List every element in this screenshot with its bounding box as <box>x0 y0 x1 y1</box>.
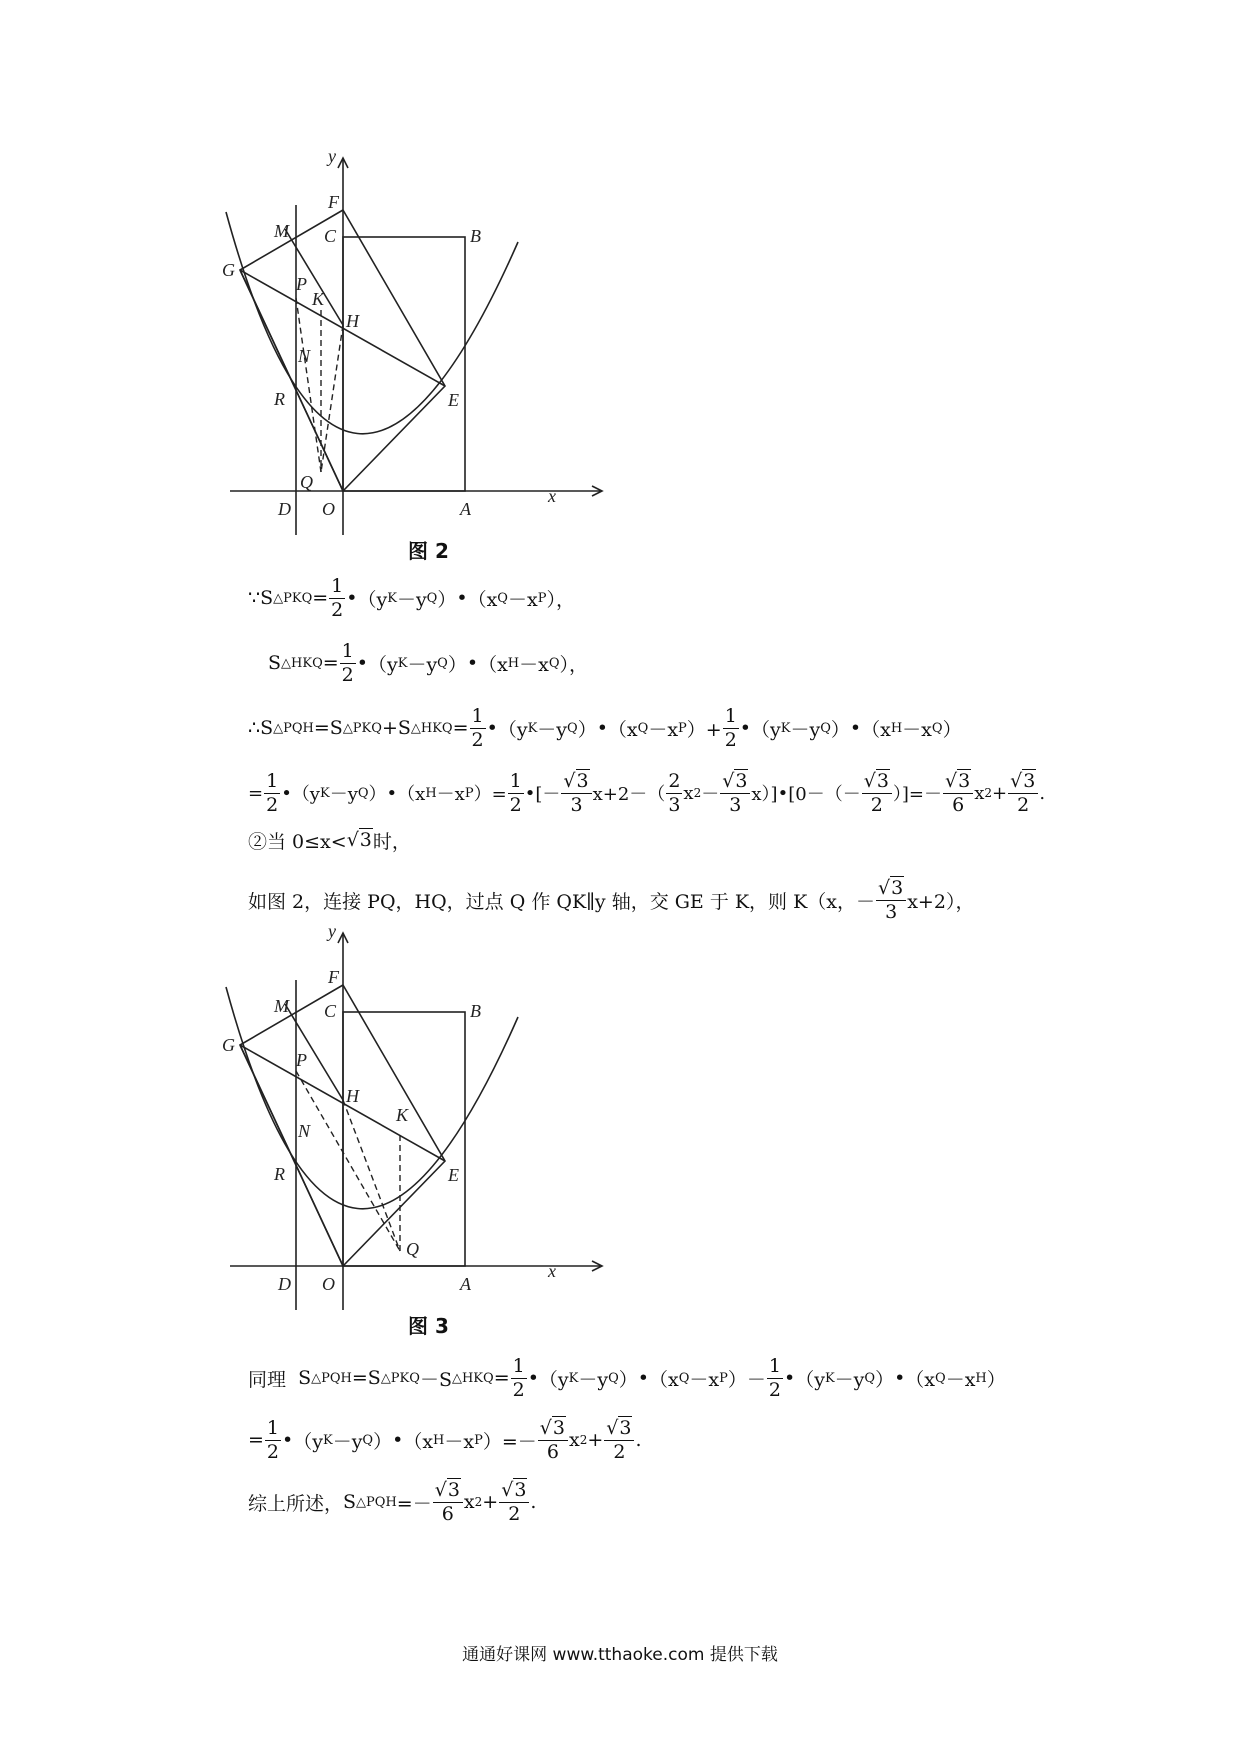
label-y: y <box>328 921 336 941</box>
rectangle-oabc <box>343 237 465 491</box>
line-go <box>240 1045 343 1266</box>
label-r: R <box>274 389 285 409</box>
label-b: B <box>470 1001 481 1021</box>
line-go <box>240 270 343 491</box>
label-d: D <box>278 499 291 519</box>
label-a: A <box>460 1274 471 1294</box>
label-n: N <box>298 1121 311 1141</box>
label-q: Q <box>300 472 313 492</box>
figure-3-caption: 图 3 <box>408 1314 449 1338</box>
rectangle-oabc <box>343 1012 465 1266</box>
label-p: P <box>296 1050 307 1070</box>
paragraph-fig2: 如图 2，连接 PQ，HQ，过点 Q 作 QK∥y 轴，交 GE 于 K，则 K（x，－ √3 3 x+2）， <box>248 876 975 923</box>
label-c: C <box>324 226 337 246</box>
case-2-line: ②当 0≤x< √3 时， <box>248 829 411 853</box>
label-k: K <box>312 289 325 309</box>
label-a: A <box>460 499 471 519</box>
label-g: G <box>222 260 235 280</box>
label-r: R <box>274 1164 285 1184</box>
conclusion-line: 综上所述， S △PQH =－ √3 6 x 2 + √3 2 . <box>248 1478 537 1525</box>
label-o: O <box>322 499 335 519</box>
label-e: E <box>448 390 459 410</box>
label-h: H <box>346 311 359 331</box>
formula-line-1: ∵ S △PKQ = 1 2 • （y K －y Q ） • （x Q －x P ）， <box>248 574 575 621</box>
figure-3-diagram <box>222 921 650 1310</box>
label-m: M <box>274 996 289 1016</box>
formula-line-2: S △HKQ = 1 2 • （y K －y Q ） • （x H －x Q ）， <box>268 639 589 686</box>
label-f: F <box>328 192 339 212</box>
label-p: P <box>296 274 307 294</box>
formula-line-6: = 1 2 • （y K －y Q ） • （x H －x P ）=－ √3 6 x 2 + √3 2 . <box>248 1416 642 1463</box>
figure-2-caption: 图 2 <box>408 539 449 563</box>
figure-2-diagram <box>222 146 650 535</box>
label-o: O <box>322 1274 335 1294</box>
formula-line-3: ∴ S △PQH =S △PKQ +S △HKQ = 1 2 • （y K －y Q ） • （x Q －x P ）+ 1 2 • （y K －y Q ） • （x H －x Q ） <box>248 704 962 751</box>
label-d: D <box>278 1274 291 1294</box>
label-y: y <box>328 146 336 166</box>
label-x: x <box>548 1261 556 1281</box>
formula-line-4: = 1 2 • （y K －y Q ） • （x H －x P ）= 1 2 • [－ √3 3 x+2－（ 2 3 x 2 － √3 3 x）] • [0－（－ √3 2 ）]=－ √3 6 x 2 + √3 2 . <box>248 769 1046 816</box>
label-n: N <box>298 346 311 366</box>
label-h: H <box>346 1086 359 1106</box>
formula-line-5: 同理 S △PQH =S △PKQ －S △HKQ = 1 2 • （y K －y Q ） • （x Q －x P ）－ 1 2 • （y K －y Q ） • （x Q －x H ） <box>248 1354 1006 1401</box>
label-e: E <box>448 1165 459 1185</box>
label-c: C <box>324 1001 337 1021</box>
label-b: B <box>470 226 481 246</box>
label-m: M <box>274 221 289 241</box>
label-k: K <box>396 1105 409 1125</box>
label-x: x <box>548 486 556 506</box>
page-footer: 通通好课网 www.tthaoke.com 提供下载 <box>462 1645 778 1665</box>
label-q: Q <box>406 1239 419 1259</box>
label-g: G <box>222 1035 235 1055</box>
label-f: F <box>328 967 339 987</box>
